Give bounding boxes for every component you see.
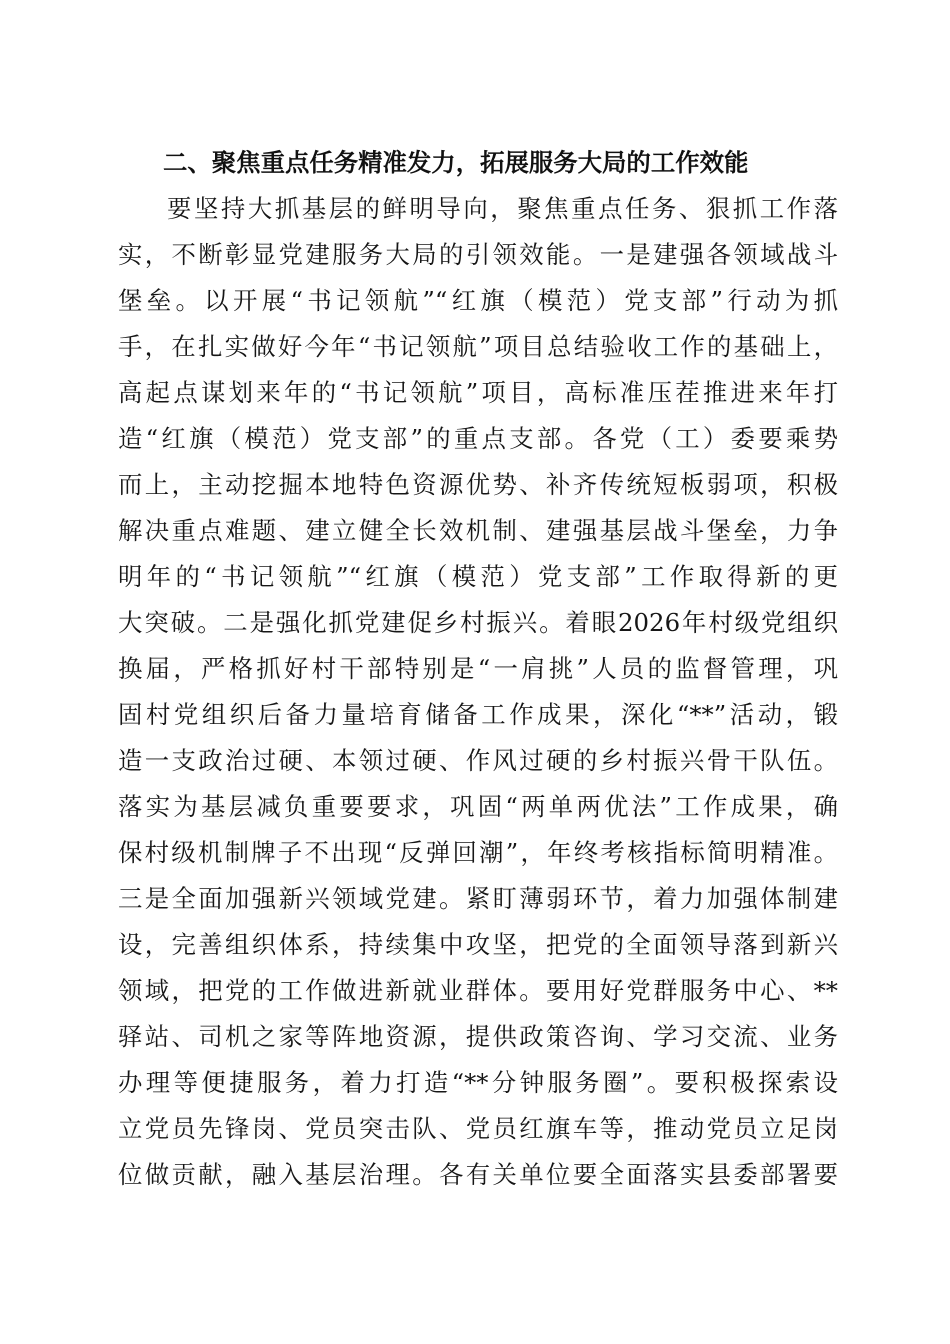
paragraph-line: 保村级机制牌子不出现“反弹回潮”，年终考核指标简明精准。: [118, 838, 838, 867]
paragraph-line: 解决重点难题、建立健全长效机制、建强基层战斗堡垒，力争: [118, 516, 838, 545]
paragraph-line: 设，完善组织体系，持续集中攻坚，把党的全面领导落到新兴: [118, 930, 838, 959]
paragraph-line: 驿站、司机之家等阵地资源，提供政策咨询、学习交流、业务: [118, 1022, 838, 1051]
paragraph-line: 造一支政治过硬、本领过硬、作风过硬的乡村振兴骨干队伍。: [118, 746, 838, 775]
paragraph-line: 手，在扎实做好今年“书记领航”项目总结验收工作的基础上，: [118, 332, 838, 361]
paragraph-line: 大突破。二是强化抓党建促乡村振兴。着眼2026年村级党组织: [118, 608, 838, 637]
paragraph-line: 三是全面加强新兴领域党建。紧盯薄弱环节，着力加强体制建: [118, 884, 838, 913]
paragraph-line: 落实为基层减负重要要求，巩固“两单两优法”工作成果，确: [118, 792, 838, 821]
paragraph-line: 实，不断彰显党建服务大局的引领效能。一是建强各领域战斗: [118, 240, 838, 269]
paragraph-line: 高起点谋划来年的“书记领航”项目，高标准压茬推进来年打: [118, 378, 838, 407]
paragraph-line: 办理等便捷服务，着力打造“**分钟服务圈”。要积极探索设: [118, 1068, 838, 1097]
paragraph-line: 明年的“书记领航”“红旗（模范）党支部”工作取得新的更: [118, 562, 838, 591]
paragraph-line: 要坚持大抓基层的鲜明导向，聚焦重点任务、狠抓工作落: [167, 194, 838, 223]
paragraph-line: 而上，主动挖掘本地特色资源优势、补齐传统短板弱项，积极: [118, 470, 838, 499]
paragraph-line: 立党员先锋岗、党员突击队、党员红旗车等，推动党员立足岗: [118, 1114, 838, 1143]
paragraph-line: 领域，把党的工作做进新就业群体。要用好党群服务中心、**: [118, 976, 838, 1005]
paragraph-line: 固村党组织后备力量培育储备工作成果，深化“**”活动，锻: [118, 700, 838, 729]
paragraph-line: 堡垒。以开展“书记领航”“红旗（模范）党支部”行动为抓: [118, 286, 838, 315]
paragraph-line: 位做贡献，融入基层治理。各有关单位要全面落实县委部署要: [118, 1160, 838, 1189]
paragraph-line: 造“红旗（模范）党支部”的重点支部。各党（工）委要乘势: [118, 424, 838, 453]
paragraph-line: 换届，严格抓好村干部特别是“一肩挑”人员的监督管理，巩: [118, 654, 838, 683]
section-heading: 二、聚焦重点任务精准发力，拓展服务大局的工作效能: [163, 148, 749, 177]
